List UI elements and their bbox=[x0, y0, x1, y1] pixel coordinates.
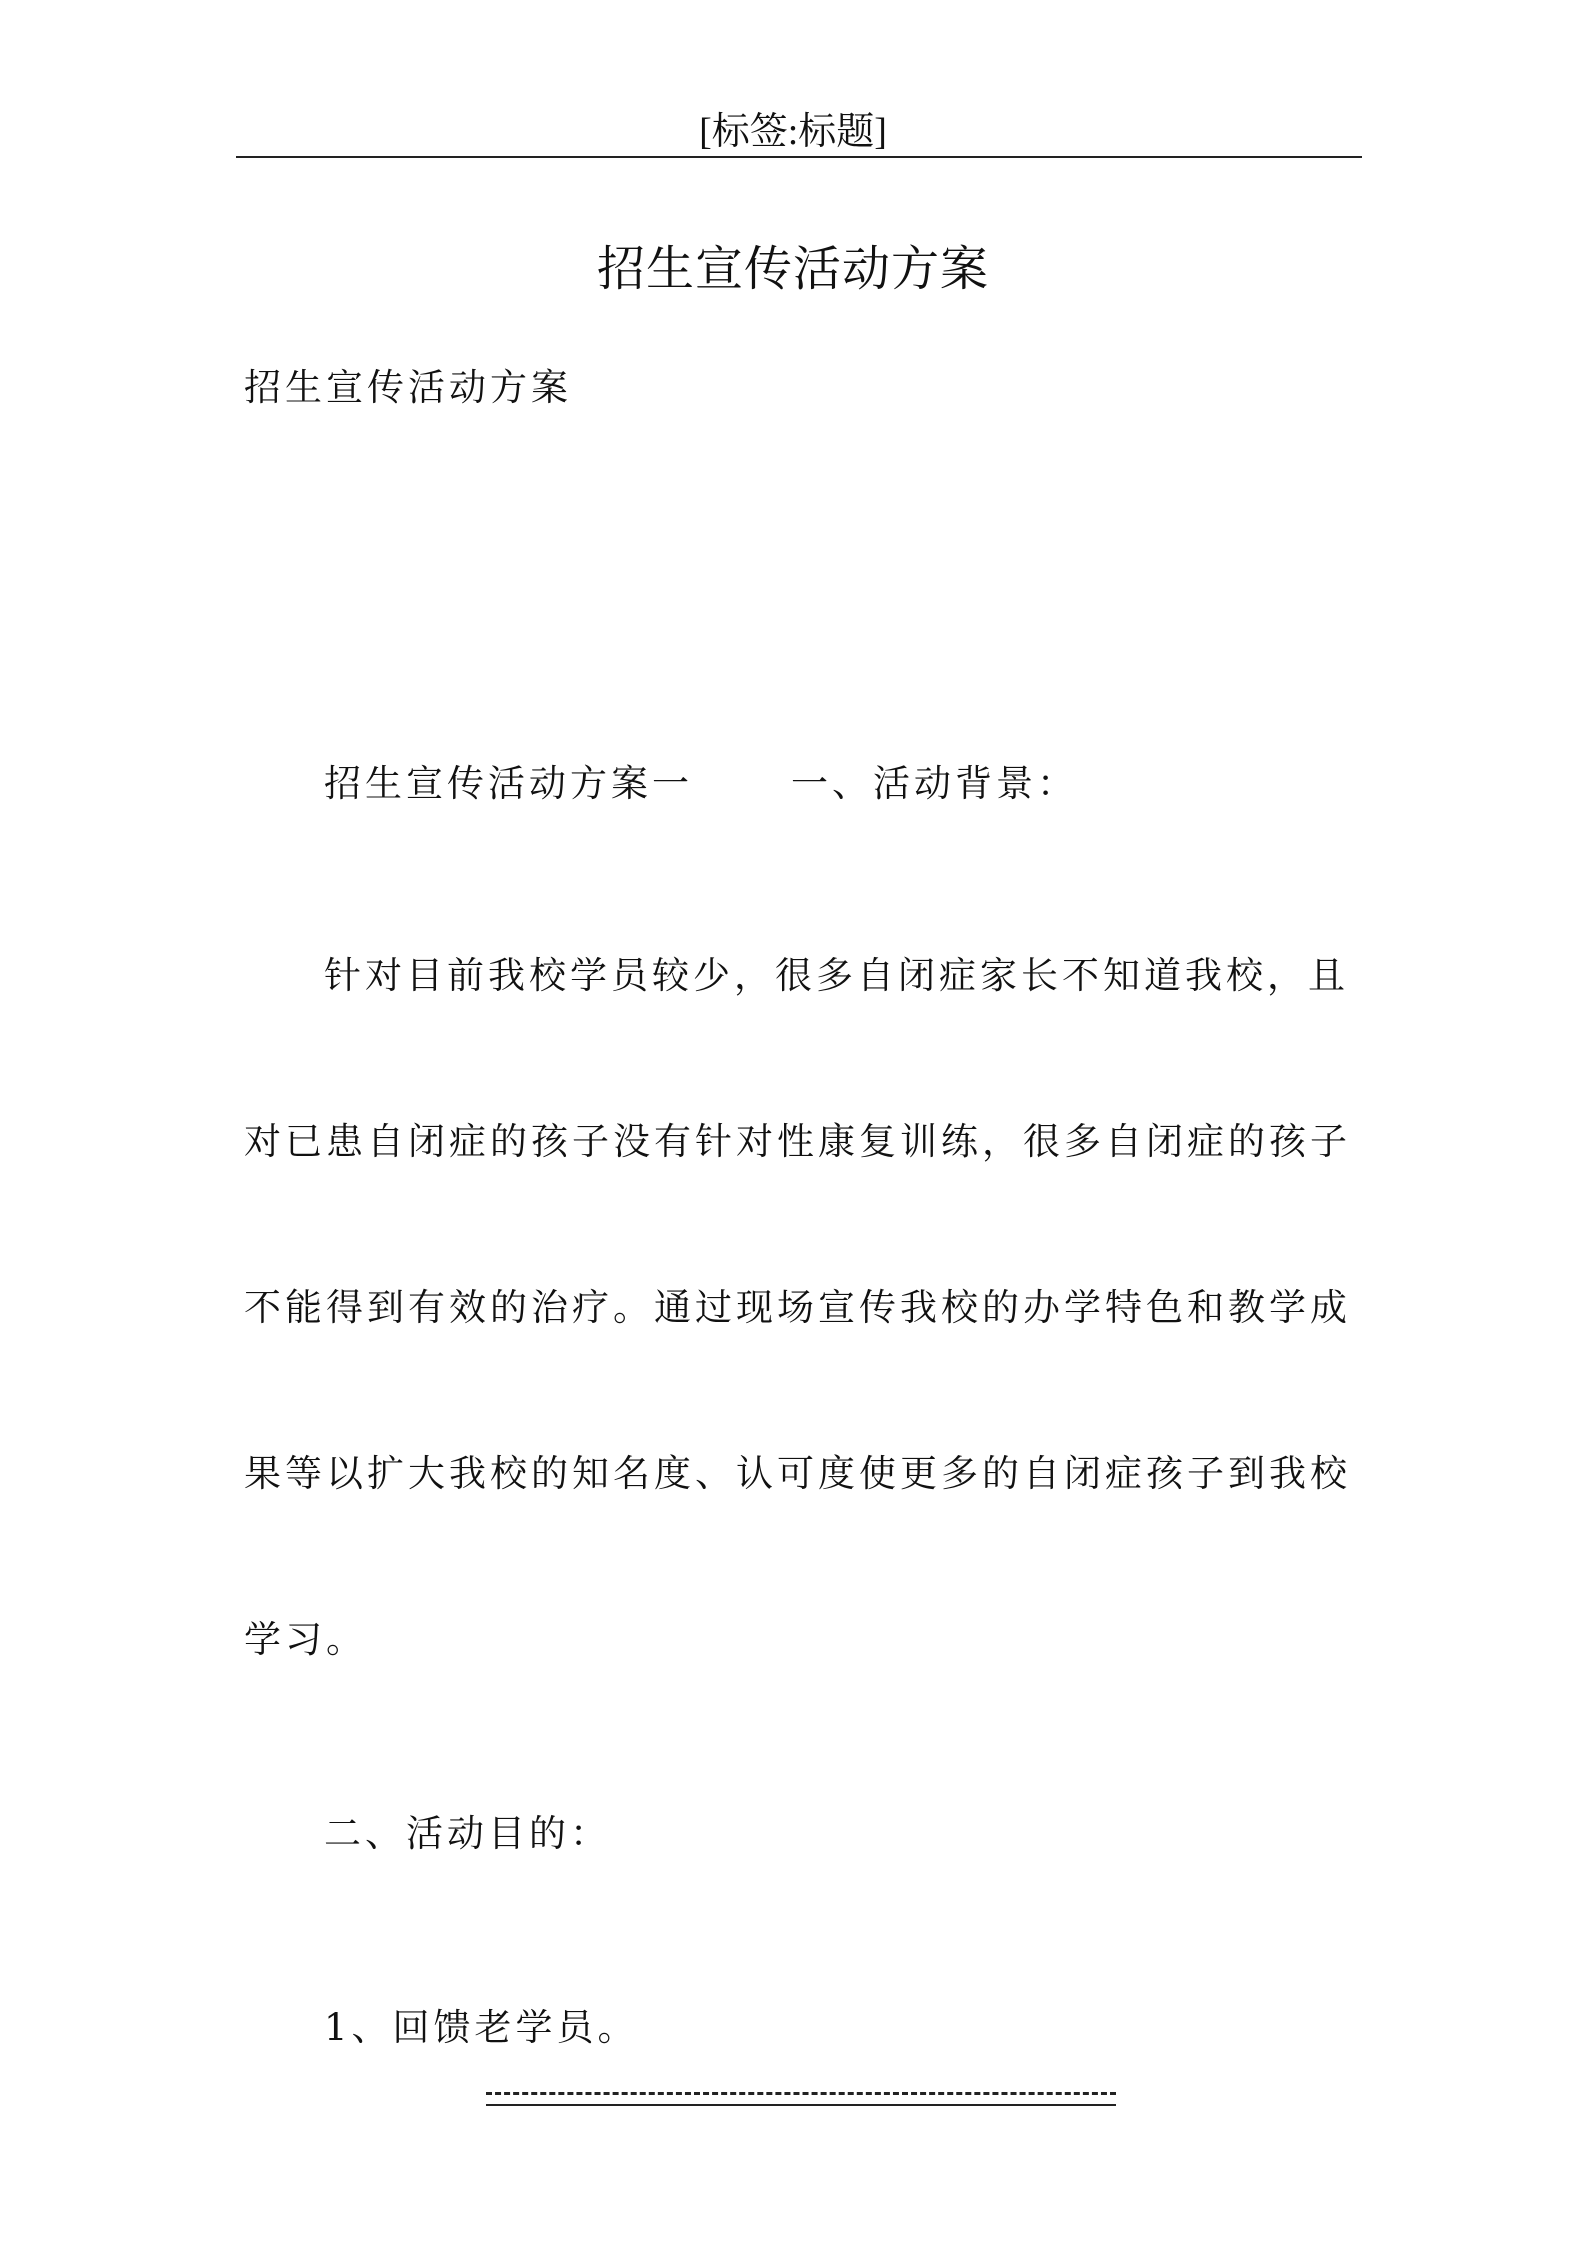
document-subtitle: 招生宣传活动方案 bbox=[244, 366, 572, 409]
section2-heading: 二、活动目的： bbox=[324, 1812, 611, 1855]
background-line-2: 对已患自闭症的孩子没有针对性康复训练，很多自闭症的孩子 bbox=[244, 1120, 1351, 1163]
background-line-4: 果等以扩大我校的知名度、认可度使更多的自闭症孩子到我校 bbox=[244, 1452, 1351, 1495]
background-line-1: 针对目前我校学员较少，很多自闭症家长不知道我校，且 bbox=[324, 954, 1349, 997]
footer-divider bbox=[486, 2104, 1116, 2106]
plan-one-intro bbox=[324, 758, 1078, 810]
document-title: 招生宣传活动方案 bbox=[596, 241, 989, 298]
footer-dashed-line bbox=[486, 2092, 1116, 2095]
header-label: [标签:标题] bbox=[699, 111, 887, 153]
list-item-1: 1、回馈老学员。 bbox=[324, 2006, 639, 2049]
background-line-5: 学习。 bbox=[244, 1618, 367, 1661]
background-line-3: 不能得到有效的治疗。通过现场宣传我校的办学特色和教学成 bbox=[244, 1286, 1351, 1329]
header-divider bbox=[236, 156, 1362, 158]
section1-heading: 一、活动背景： bbox=[791, 762, 1078, 805]
plan-one-label: 招生宣传活动方案一 bbox=[324, 762, 693, 805]
